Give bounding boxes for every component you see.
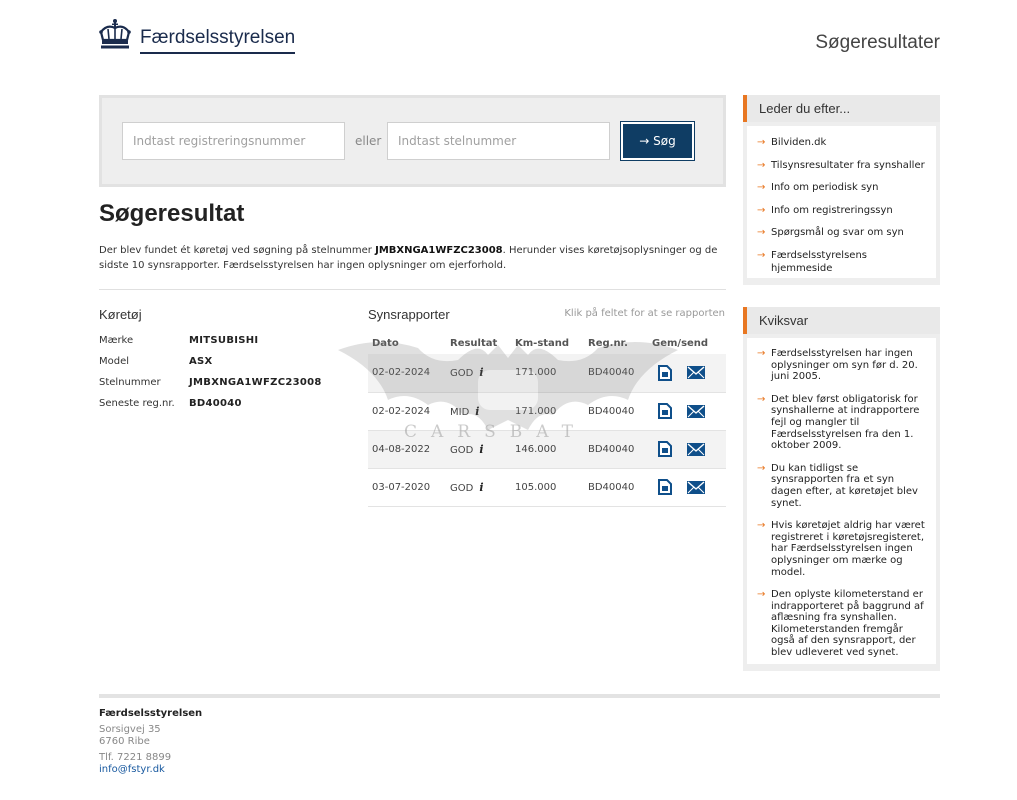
sidebar-link[interactable]: → Bilviden.dk [757,136,928,149]
crown-icon [98,18,132,50]
cell-km[interactable]: 171.000 [511,354,584,392]
footer-divider [99,694,940,698]
cell-km[interactable]: 146.000 [511,430,584,468]
logo-text: Færdselsstyrelsen [140,26,295,54]
table-header-row [368,332,726,354]
faq-item: → Hvis køretøjet aldrig har været registreret i køretøjsregisteret, har Færdselsstyrelsen ingen oplysninger om mærke og model. [757,520,928,578]
reports-table [368,332,726,507]
faq-item: → Færdselsstyrelsen har ingen oplysninger om syn før d. 20. juni 2005. [757,348,928,383]
footer [99,708,202,776]
result-value: GOD [450,482,474,494]
column-header-reg: Reg.nr. [588,337,628,349]
cell-date[interactable]: 04-08-2022 [368,430,446,468]
info-icon[interactable]: i [479,442,484,456]
result-title: Søgeresultat [99,200,245,227]
result-text-before: Der blev fundet ét køretøj ved søgning på stelnummer [99,245,376,256]
vehicle-value: ASX [189,356,213,367]
cell-save-send [648,354,726,392]
footer-org: Færdselsstyrelsen [99,708,203,719]
table-row[interactable] [368,468,726,506]
faq-item: → Den oplyste kilometerstand er indrapporteret på baggrund af aflæsning fra synshallen. Kilometerstanden fremgår også af den synsrapport, der blev udleveret ved synet. [757,589,928,659]
vehicle-row-latest-reg [99,398,322,419]
footer-email-link[interactable]: info@fstyr.dk [99,764,165,775]
or-label: eller [355,134,382,148]
column-header-result: Resultat [450,337,498,349]
divider [99,289,726,290]
envelope-icon[interactable] [687,405,705,418]
reports-hint: Klik på feltet for at se rapporten [564,308,725,319]
cell-km[interactable]: 105.000 [511,468,584,506]
vehicle-details [99,335,322,419]
column-header-km: Km-stand [515,337,570,349]
cell-save-send [648,468,726,506]
sidebar-link[interactable]: → Tilsynsresultater fra synshaller [757,159,928,172]
envelope-icon[interactable] [687,481,705,494]
vehicle-value: JMBXNGA1WFZC23008 [189,377,322,388]
footer-city: 6760 Ribe [99,736,150,747]
cell-result[interactable] [446,354,511,392]
document-icon[interactable] [658,441,672,457]
result-value: GOD [450,368,474,380]
result-value: GOD [450,444,474,456]
logo[interactable] [98,18,295,50]
vehicle-title: Køretøj [99,307,142,322]
header [0,0,1017,80]
envelope-icon[interactable] [687,443,705,456]
vehicle-value: MITSUBISHI [189,335,259,346]
vehicle-label: Mærke [99,335,134,346]
search-box [99,95,726,187]
cell-reg[interactable]: BD40040 [584,468,648,506]
sidebar-faq-list [747,338,936,664]
faq-item: → Du kan tidligst se synsrapporten fra et syn dagen efter, at køretøjet blev synet. [757,463,928,509]
footer-phone: Tlf. 7221 8899 [99,752,172,763]
sidebar-link[interactable]: → Spørgsmål og svar om syn [757,226,928,239]
vehicle-label: Stelnummer [99,377,161,388]
vehicle-row-make [99,335,322,356]
vin-input[interactable] [387,122,610,160]
cell-save-send [648,392,726,430]
result-text-after: . Herunder vises køretøjsoplysninger og de sidste 10 synsrapporter. Færdselsstyrelsen har ingen oplysninger om ejerforhold. [99,245,718,271]
cell-km[interactable]: 171.000 [511,392,584,430]
document-icon[interactable] [658,479,672,495]
envelope-icon[interactable] [687,366,705,379]
page-heading: Søgeresultater [815,32,940,53]
table-row[interactable] [368,354,726,392]
cell-reg[interactable]: BD40040 [584,354,648,392]
sidebar-link[interactable]: → Info om registreringssyn [757,204,928,217]
watermark-text: CARSBAT [404,422,587,442]
sidebar-faq-title: Kviksvar [743,307,940,334]
column-header-date: Dato [372,337,399,349]
sidebar-faq-panel [743,307,940,671]
faq-item: → Det blev først obligatorisk for synshallerne at indrapportere fejl og mangler til Færdselsstyrelsen fra den 1. oktober 2009. [757,394,928,452]
column-header-save-send: Gem/send [652,337,709,349]
vehicle-row-model [99,356,322,377]
sidebar-links-panel [743,95,940,285]
cell-date[interactable]: 03-07-2020 [368,468,446,506]
vehicle-row-vin [99,377,322,398]
cell-date[interactable]: 02-02-2024 [368,354,446,392]
document-icon[interactable] [658,365,672,381]
sidebar-links-list [747,126,936,278]
info-icon[interactable]: i [475,404,480,418]
result-vin: JMBXNGA1WFZC23008 [375,245,503,256]
cell-result[interactable] [446,468,511,506]
sidebar-links-title: Leder du efter... [743,95,940,122]
result-value: MID [450,406,470,418]
footer-street: Sorsigvej 35 [99,724,161,735]
vehicle-label: Model [99,356,130,367]
vehicle-label: Seneste reg.nr. [99,398,175,409]
sidebar-link[interactable]: → Info om periodisk syn [757,181,928,194]
cell-save-send [648,430,726,468]
info-icon[interactable]: i [479,480,484,494]
sidebar-link[interactable]: → Færdselsstyrelsens hjemmeside [757,249,928,275]
document-icon[interactable] [658,403,672,419]
cell-reg[interactable]: BD40040 [584,430,648,468]
result-description [99,243,726,273]
vehicle-value: BD40040 [189,398,242,409]
search-button[interactable]: → Søg [621,122,694,160]
reports-title: Synsrapporter [368,307,450,322]
registration-number-input[interactable] [122,122,345,160]
cell-date[interactable]: 02-02-2024 [368,392,446,430]
cell-reg[interactable]: BD40040 [584,392,648,430]
info-icon[interactable]: i [479,366,484,380]
